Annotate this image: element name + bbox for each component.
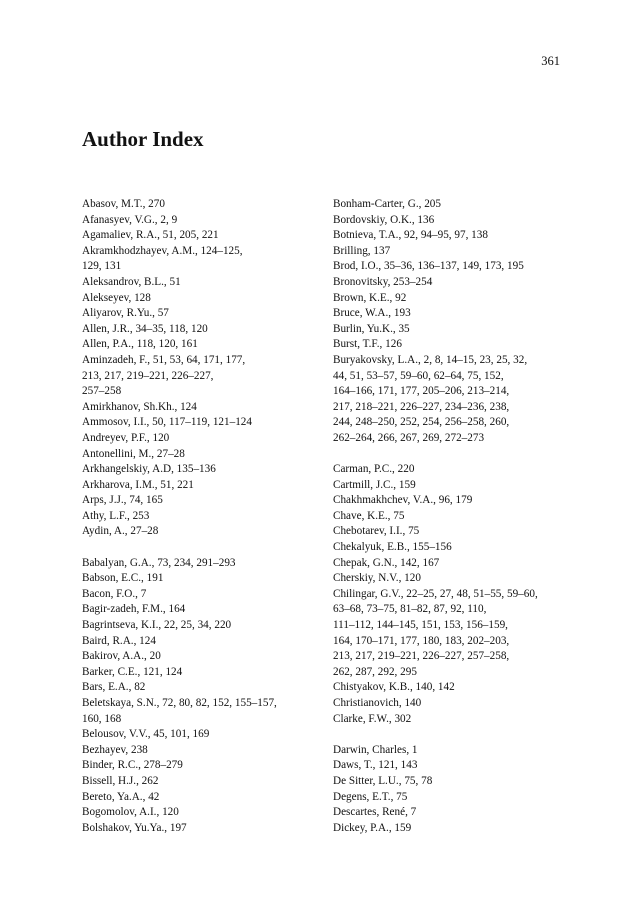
index-entry	[333, 556, 583, 572]
index-entry	[82, 306, 332, 322]
index-entry-line: Daws, T., 121, 143	[333, 759, 418, 772]
index-entry	[82, 462, 332, 478]
index-entry	[82, 275, 332, 291]
index-entry-line: Descartes, René, 7	[333, 806, 417, 819]
page-number: 361	[541, 54, 560, 68]
index-entry	[82, 805, 332, 821]
index-entry-line: Buryakovsky, L.A., 2, 8, 14–15, 23, 25, 32,	[333, 353, 528, 366]
index-entry	[333, 353, 583, 447]
index-entry-line: Clarke, F.W., 302	[333, 712, 412, 725]
index-entry	[333, 322, 583, 338]
index-entry-line: Botnieva, T.A., 92, 94–95, 97, 138	[333, 229, 488, 242]
index-entry-line: Bissell, H.J., 262	[82, 774, 159, 787]
index-entry-line: Chepak, G.N., 142, 167	[333, 556, 440, 569]
index-entry-line: Chebotarev, I.I., 75	[333, 525, 420, 538]
index-entry-line: Darwin, Charles, 1	[333, 743, 418, 756]
index-entry	[82, 743, 332, 759]
index-entry	[333, 275, 583, 291]
index-entry	[82, 571, 332, 587]
index-entry	[82, 790, 332, 806]
index-entry	[82, 524, 332, 540]
index-entry-line: Barker, C.E., 121, 124	[82, 665, 183, 678]
index-entry-line: Aleksandrov, B.L., 51	[82, 275, 181, 288]
index-entry-line: 129, 131	[82, 260, 122, 273]
index-entry	[82, 353, 332, 400]
index-entry-line: Brod, I.O., 35–36, 136–137, 149, 173, 195	[333, 260, 524, 273]
index-entry	[333, 805, 583, 821]
index-entry-line: 63–68, 73–75, 81–82, 87, 92, 110,	[333, 603, 487, 616]
index-column-left	[82, 197, 332, 836]
index-entry-line: Babson, E.C., 191	[82, 572, 164, 585]
index-entry	[82, 197, 332, 213]
index-entry	[82, 556, 332, 572]
index-entry	[82, 774, 332, 790]
index-entry-line: 164–166, 171, 177, 205–206, 213–214,	[333, 385, 510, 398]
index-entry	[82, 618, 332, 634]
index-entry	[333, 712, 583, 728]
index-entry-line: Afanasyev, V.G., 2, 9	[82, 213, 178, 226]
index-entry-line: Chilingar, G.V., 22–25, 27, 48, 51–55, 59–60,	[333, 587, 538, 600]
index-entry-line: Akramkhodzhayev, A.M., 124–125,	[82, 244, 243, 257]
index-entry-line: Allen, P.A., 118, 120, 161	[82, 338, 198, 351]
index-entry-line: Bagir-zadeh, F.M., 164	[82, 603, 186, 616]
index-entry	[333, 228, 583, 244]
index-entry	[333, 291, 583, 307]
index-entry	[82, 696, 332, 727]
index-entry-line: Binder, R.C., 278–279	[82, 759, 183, 772]
index-entry-line: 213, 217, 219–221, 226–227, 257–258,	[333, 650, 510, 663]
index-entry-line: Chekalyuk, E.B., 155–156	[333, 541, 452, 554]
index-entry	[333, 244, 583, 260]
index-entry-line: Allen, J.R., 34–35, 118, 120	[82, 322, 208, 335]
index-entry	[82, 758, 332, 774]
index-entry	[82, 680, 332, 696]
index-entry	[333, 680, 583, 696]
index-entry-line: Bordovskiy, O.K., 136	[333, 213, 435, 226]
index-entry	[333, 259, 583, 275]
index-entry-line: Cherskiy, N.V., 120	[333, 572, 421, 585]
index-entry	[333, 493, 583, 509]
index-entry	[82, 447, 332, 463]
index-entry	[82, 587, 332, 603]
index-entry	[333, 462, 583, 478]
index-entry-line: 160, 168	[82, 712, 122, 725]
index-entry-line: Antonellini, M., 27–28	[82, 447, 185, 460]
page-title: Author Index	[82, 127, 204, 151]
index-entry	[333, 509, 583, 525]
index-entry	[333, 540, 583, 556]
index-entry	[82, 727, 332, 743]
index-entry	[82, 337, 332, 353]
index-entry	[82, 291, 332, 307]
index-entry	[82, 400, 332, 416]
index-entry	[333, 213, 583, 229]
letter-group-gap	[82, 540, 332, 556]
index-entry	[82, 244, 332, 275]
index-entry-line: Beletskaya, S.N., 72, 80, 82, 152, 155–157,	[82, 697, 277, 709]
index-entry-line: Aliyarov, R.Yu., 57	[82, 307, 169, 320]
index-entry-line: Ammosov, I.I., 50, 117–119, 121–124	[82, 416, 252, 429]
index-entry-line: Belousov, V.V., 45, 101, 169	[82, 728, 210, 741]
index-entry	[333, 758, 583, 774]
index-entry	[82, 649, 332, 665]
index-entry	[333, 743, 583, 759]
index-entry-line: Chakhmakhchev, V.A., 96, 179	[333, 494, 473, 507]
index-column-right	[333, 197, 583, 836]
index-entry-line: Chave, K.E., 75	[333, 509, 405, 522]
index-entry	[333, 337, 583, 353]
index-entry	[82, 509, 332, 525]
index-entry-line: 257–258	[82, 385, 122, 398]
index-entry	[82, 213, 332, 229]
index-entry-line: Babalyan, G.A., 73, 234, 291–293	[82, 556, 236, 569]
index-entry	[82, 415, 332, 431]
index-entry-line: Burlin, Yu.K., 35	[333, 322, 410, 335]
index-entry	[333, 478, 583, 494]
index-entry-line: Baird, R.A., 124	[82, 634, 156, 647]
index-entry-line: Bonham-Carter, G., 205	[333, 198, 441, 210]
index-entry	[82, 322, 332, 338]
index-entry-line: Arps, J.J., 74, 165	[82, 494, 163, 507]
index-entry-line: 244, 248–250, 252, 254, 256–258, 260,	[333, 416, 510, 429]
letter-group-gap	[333, 727, 583, 743]
index-entry-line: Aminzadeh, F., 51, 53, 64, 171, 177,	[82, 353, 246, 366]
index-entry	[333, 197, 583, 213]
index-entry-line: 164, 170–171, 177, 180, 183, 202–203,	[333, 634, 510, 647]
index-entry-line: Bronovitsky, 253–254	[333, 275, 433, 288]
index-entry	[333, 790, 583, 806]
index-entry	[333, 696, 583, 712]
index-entry	[82, 665, 332, 681]
index-entry-line: Chistyakov, K.B., 140, 142	[333, 681, 455, 694]
index-entry	[82, 821, 332, 837]
index-entry-line: Bezhayev, 238	[82, 743, 148, 756]
index-entry-line: Carman, P.C., 220	[333, 463, 415, 476]
index-entry-line: Cartmill, J.C., 159	[333, 478, 416, 491]
index-entry-line: 262–264, 266, 267, 269, 272–273	[333, 431, 485, 444]
index-entry	[333, 306, 583, 322]
index-entry-line: Arkharova, I.M., 51, 221	[82, 478, 194, 491]
index-entry-line: De Sitter, L.U., 75, 78	[333, 774, 433, 787]
index-entry-line: Burst, T.F., 126	[333, 338, 402, 351]
index-entry-line: Bagrintseva, K.I., 22, 25, 34, 220	[82, 619, 232, 632]
index-entry-line: 217, 218–221, 226–227, 234–236, 238,	[333, 400, 510, 413]
index-entry	[333, 774, 583, 790]
index-entry-line: Athy, L.F., 253	[82, 509, 150, 522]
index-entry-line: Degens, E.T., 75	[333, 790, 408, 803]
index-entry-line: Dickey, P.A., 159	[333, 821, 412, 834]
index-entry	[82, 634, 332, 650]
index-entry-line: Aydin, A., 27–28	[82, 525, 159, 538]
index-entry	[82, 228, 332, 244]
index-entry-line: Alekseyev, 128	[82, 291, 151, 304]
index-entry-line: Andreyev, P.F., 120	[82, 431, 170, 444]
index-entry-line: Bars, E.A., 82	[82, 681, 146, 694]
index-entry	[82, 602, 332, 618]
index-entry-line: Brilling, 137	[333, 244, 391, 257]
index-entry-line: 262, 287, 292, 295	[333, 665, 417, 678]
index-entry-line: 213, 217, 219–221, 226–227,	[82, 369, 214, 382]
index-entry	[82, 478, 332, 494]
index-entry-line: Arkhangelskiy, A.D, 135–136	[82, 463, 216, 476]
index-entry-line: Abasov, M.T., 270	[82, 198, 165, 210]
index-entry-line: Bruce, W.A., 193	[333, 307, 411, 320]
index-entry	[82, 493, 332, 509]
index-entry-line: Agamaliev, R.A., 51, 205, 221	[82, 229, 219, 242]
index-entry	[333, 571, 583, 587]
index-entry-line: Christianovich, 140	[333, 697, 422, 709]
index-entry-line: Amirkhanov, Sh.Kh., 124	[82, 400, 197, 413]
index-entry	[333, 821, 583, 837]
index-entry	[82, 431, 332, 447]
index-entry	[333, 524, 583, 540]
index-entry	[333, 587, 583, 681]
index-entry-line: Bacon, F.O., 7	[82, 587, 147, 600]
index-entry-line: 44, 51, 53–57, 59–60, 62–64, 75, 152,	[333, 369, 504, 382]
index-entry-line: Bogomolov, A.I., 120	[82, 806, 179, 819]
letter-group-gap	[333, 447, 583, 463]
index-entry-line: 111–112, 144–145, 151, 153, 156–159,	[333, 619, 508, 632]
index-entry-line: Bolshakov, Yu.Ya., 197	[82, 821, 187, 834]
index-entry-line: Brown, K.E., 92	[333, 291, 407, 304]
index-entry-line: Bakirov, A.A., 20	[82, 650, 161, 663]
index-entry-line: Bereto, Ya.A., 42	[82, 790, 160, 803]
